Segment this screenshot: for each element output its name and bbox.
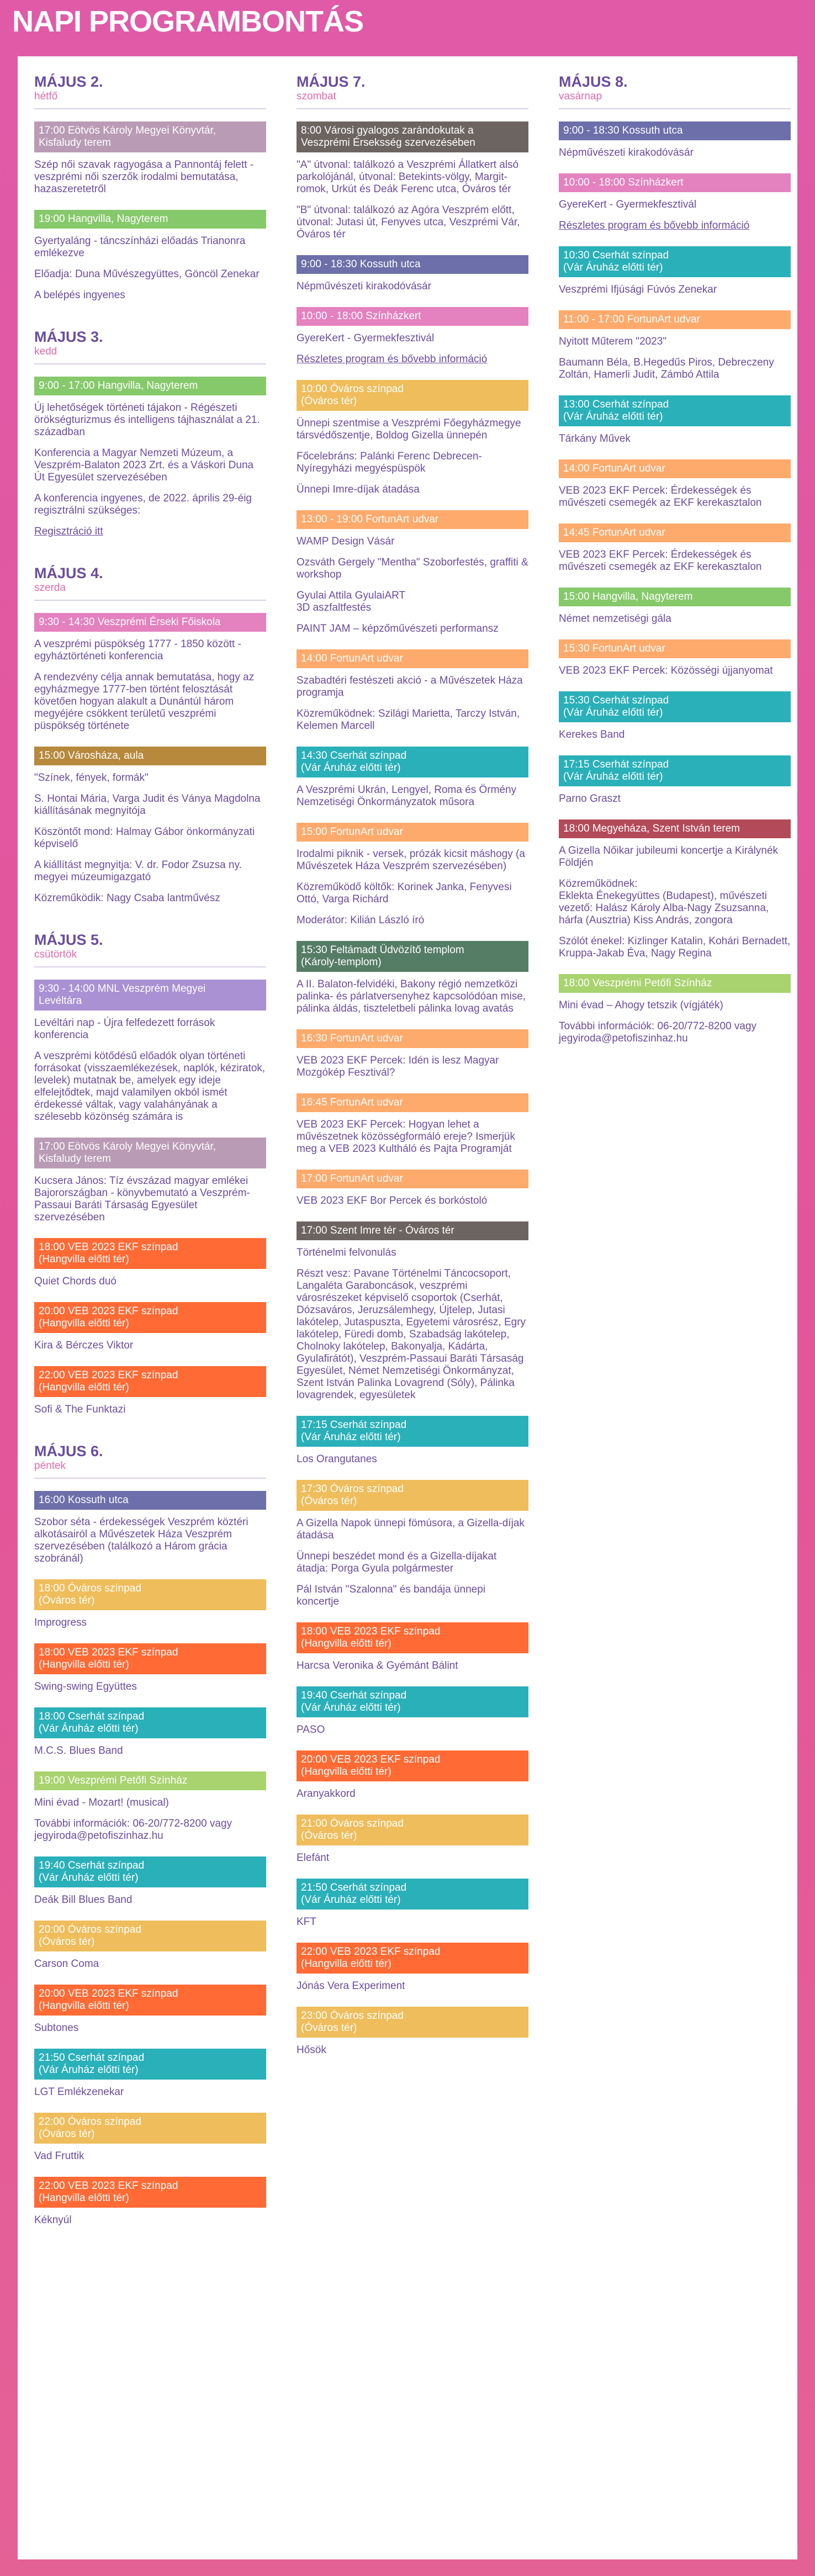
event-item bbox=[34, 1707, 266, 1757]
event-description: Közreműködő költők: Korinek Janka, Fenyvesi Ottó, Varga Richárd bbox=[297, 881, 512, 905]
event-time-venue: 18:00 Cserhát színpad (Vár Áruház előtti tér) bbox=[34, 1707, 266, 1738]
event-description: Ünnepi szentmise a Veszprémi Főegyházmegye társvédőszentje, Boldog Gizella ünnepén bbox=[297, 417, 521, 441]
event-item bbox=[559, 974, 791, 1045]
event-description: Irodalmi piknik - versek, prózák kicsit máshogy (a Művészetek Háza Veszprém szervezésében) bbox=[297, 848, 525, 872]
event-description: Aranyakkord bbox=[297, 1788, 356, 1800]
event-item bbox=[34, 1771, 266, 1842]
event-time-venue: 14:45 FortunArt udvar bbox=[559, 523, 791, 542]
event-time-venue: 15:30 Feltámadt Üdvözítő templom (Károly-templom) bbox=[297, 941, 528, 972]
event-description: A veszprémi kötődésű előadók olyan történeti forrásokat (visszaemlékezések, naplók, kéziratok, levelek) mutatnak be, amelyek egy ideje elfelejtődtek, majd valamilyen okból ismét érdekessé váltak, vagy valahányának a szélesebb közönség számára is bbox=[34, 1050, 266, 1123]
event-time-venue: 17:30 Óváros színpad (Óváros tér) bbox=[297, 1480, 528, 1511]
event-description: S. Hontai Mária, Varga Judit és Ványa Magdolna kiállításának megnyitója bbox=[34, 793, 261, 817]
day-weekday: szombat bbox=[297, 91, 336, 102]
event-description: Szólót énekel: Kizlinger Katalin, Kohári Bernadett, Kruppa-Jakab Éva, Nagy Regina bbox=[559, 935, 791, 959]
event-time-venue: 18:00 VEB 2023 EKF színpad (Hangvilla előtti tér) bbox=[34, 1238, 266, 1269]
event-description: Történelmi felvonulás bbox=[297, 1247, 396, 1258]
event-item bbox=[297, 1480, 528, 1608]
event-time-venue: 17:00 Eötvös Károly Megyei Könyvtár, Kisfaludy terem bbox=[34, 121, 266, 152]
event-item bbox=[34, 1921, 266, 1970]
event-time-venue: 17:00 Szent Imre tér - Óváros tér bbox=[297, 1221, 528, 1240]
event-time-venue: 22:00 VEB 2023 EKF színpad (Hangvilla előtti tér) bbox=[34, 1366, 266, 1397]
event-info-link[interactable]: Részletes program és bővebb információ bbox=[559, 220, 750, 231]
event-item bbox=[34, 2177, 266, 2226]
event-time-venue: 13:00 - 19:00 FortunArt udvar bbox=[297, 510, 528, 529]
event-description: Hősök bbox=[297, 2044, 326, 2056]
event-description: Ozsváth Gergely "Mentha" Szoborfestés, graffiti & workshop bbox=[297, 557, 528, 580]
event-description: VEB 2023 EKF Bor Percek és borkóstoló bbox=[297, 1195, 488, 1207]
event-item bbox=[297, 1221, 528, 1401]
event-item bbox=[34, 1366, 266, 1416]
event-description: Konferencia a Magyar Nemzeti Múzeum, a Veszprém-Balaton 2023 Zrt. és a Váskori Duna Út Egyesület szervezésében bbox=[34, 447, 254, 483]
event-item bbox=[34, 210, 266, 301]
event-description: A rendezvény célja annak bemutatása, hogy az egyházmegye 1777-ben történt felosztását követően hogyan alakult a Dunántúl három megyéjére csökkent területű veszprémi püspökség története bbox=[34, 671, 255, 732]
event-time-venue: 17:00 Eötvös Károly Megyei Könyvtár, Kisfaludy terem bbox=[34, 1138, 266, 1168]
day-divider bbox=[34, 1478, 266, 1479]
event-description: A Gizella Nőikar jubileumi koncertje a Királynék Földjén bbox=[559, 845, 779, 869]
event-description: Moderátor: Kilián László író bbox=[297, 914, 425, 926]
day-weekday: hétfő bbox=[34, 91, 58, 102]
event-time-venue: 15:30 FortunArt udvar bbox=[559, 639, 791, 658]
event-description: További információk: 06-20/772-8200 vagy jegyiroda@petofiszinhaz.hu bbox=[34, 1818, 232, 1842]
event-description: Parno Graszt bbox=[559, 793, 621, 805]
day-title: MÁJUS 2. bbox=[34, 73, 103, 90]
event-item bbox=[297, 1622, 528, 1672]
event-description: Vad Fruttik bbox=[34, 2150, 84, 2162]
event-item bbox=[559, 819, 791, 960]
day-divider bbox=[297, 108, 528, 109]
event-time-venue: 14:30 Cserhát színpad (Vár Áruház előtti tér) bbox=[297, 747, 528, 777]
event-description: A veszprémi püspökség 1777 - 1850 között - egyháztörténeti konferencia bbox=[34, 638, 241, 662]
event-time-venue: 9:00 - 18:30 Kossuth utca bbox=[297, 255, 528, 274]
event-time-venue: 17:15 Cserhát színpad (Vár Áruház előtti tér) bbox=[297, 1416, 528, 1447]
event-info-link[interactable]: Részletes program és bővebb információ bbox=[297, 353, 488, 365]
event-time-venue: 10:00 - 18:00 Színházkert bbox=[297, 307, 528, 326]
event-time-venue: 18:00 Megyeháza, Szent István terem bbox=[559, 819, 791, 838]
event-item bbox=[559, 121, 791, 159]
event-item bbox=[297, 2007, 528, 2056]
event-item bbox=[34, 1238, 266, 1288]
event-time-venue: 17:00 FortunArt udvar bbox=[297, 1170, 528, 1188]
event-description: "A" útvonal: találkozó a Veszprémi Állatkert alsó parkolójánál, útvonal: Betekints-völgy, Margit-romok, Urkút és Deák Ferenc utca, Óváros tér bbox=[297, 159, 519, 195]
event-time-venue: 21:50 Cserhát színpad (Vár Áruház előtti tér) bbox=[34, 2049, 266, 2080]
event-item bbox=[559, 523, 791, 573]
day-title: MÁJUS 3. bbox=[34, 329, 103, 345]
event-item bbox=[297, 1879, 528, 1928]
event-description: Közreműködik: Nagy Csaba lantművész bbox=[34, 892, 220, 904]
event-description: A kiállítást megnyitja: V. dr. Fodor Zsuzsa ny. megyei múzeumigazgató bbox=[34, 859, 242, 883]
event-description: Szép női szavak ragyogása a Pannontáj felett - veszprémi női szerzők irodalmi bemutatása, hazaszeretetről bbox=[34, 159, 254, 195]
event-time-venue: 9:00 - 18:30 Kossuth utca bbox=[559, 121, 791, 140]
event-description: Új lehetőségek történeti tájakon - Régészeti örökségturizmus és intelligens tájhasználat a 21. században bbox=[34, 402, 260, 438]
event-item bbox=[559, 755, 791, 805]
day-section bbox=[34, 328, 266, 538]
event-description: Gyulai Attila GyulaiART 3D aszfaltfestés bbox=[297, 590, 406, 613]
event-description: "B" útvonal: találkozó az Agóra Veszprém előtt, útvonal: Jutasi út, Fenyves utca, Veszprémi Vár, Óváros tér bbox=[297, 204, 520, 240]
event-description: A belépés ingyenes bbox=[34, 289, 125, 301]
event-description: Szobor séta - érdekességek Veszprém köztéri alkotásairól a Művészetek Háza Veszprém szervezésében (találkozó a Három grácia szobránál) bbox=[34, 1516, 248, 1564]
event-time-venue: 21:50 Cserhát színpad (Vár Áruház előtti tér) bbox=[297, 1879, 528, 1909]
event-description: Mini évad - Mozart! (musical) bbox=[34, 1797, 169, 1808]
event-time-venue: 16:00 Kossuth utca bbox=[34, 1491, 266, 1510]
event-item bbox=[297, 255, 528, 293]
program-column bbox=[559, 73, 791, 1071]
event-item bbox=[34, 747, 266, 904]
event-item bbox=[297, 121, 528, 241]
day-weekday: kedd bbox=[34, 346, 57, 357]
event-item bbox=[34, 1579, 266, 1629]
event-description: Főcelebráns: Palánki Ferenc Debrecen-Nyíregyházi megyéspüspök bbox=[297, 451, 482, 474]
event-time-venue: 8:00 Városi gyalogos zarándokutak a Veszprémi Érseksség szervezésében bbox=[297, 121, 528, 152]
event-item bbox=[559, 639, 791, 677]
event-description: PASO bbox=[297, 1724, 325, 1736]
event-time-venue: 9:30 - 14:30 Veszprémi Érseki Főiskola bbox=[34, 613, 266, 632]
day-section bbox=[34, 73, 266, 301]
event-description: Kucsera János: Tíz évszázad magyar emlékei Bajorországban - könyvbemutató a Veszprém-Passaui Baráti Társaság Egyesület szervezésében bbox=[34, 1175, 250, 1223]
event-description: WAMP Design Vásár bbox=[297, 536, 395, 547]
event-info-link[interactable]: Regisztráció itt bbox=[34, 526, 103, 537]
event-item bbox=[34, 1302, 266, 1352]
event-item bbox=[297, 1815, 528, 1864]
event-description: A Gizella Napok ünnepi fömúsora, a Gizella-díjak átadása bbox=[297, 1517, 525, 1541]
event-time-venue: 10:30 Cserhát színpad (Vár Áruház előtti tér) bbox=[559, 246, 791, 277]
event-description: Swing-swing Együttes bbox=[34, 1681, 137, 1692]
event-description: Pál István "Szalonna" és bandája ünnepi koncertje bbox=[297, 1584, 486, 1607]
event-time-venue: 21:00 Óváros színpad (Óváros tér) bbox=[297, 1815, 528, 1845]
day-divider bbox=[34, 363, 266, 364]
event-description: VEB 2023 EKF Percek: Érdekességek és művészeti csemegék az EKF kerekasztalon bbox=[559, 549, 762, 573]
event-time-venue: 20:00 VEB 2023 EKF színpad (Hangvilla előtti tér) bbox=[34, 1985, 266, 2016]
event-description: Közreműködnek: Eklekta Énekegyüttes (Budapest), művészeti vezető: Halász Károly Alba-Nagy Zsuzsanna, hárfa (Ausztria) Kiss András, zongora bbox=[559, 878, 769, 926]
event-item bbox=[559, 310, 791, 381]
event-time-venue: 15:00 Hangvilla, Nagyterem bbox=[559, 588, 791, 606]
day-weekday: péntek bbox=[34, 1460, 66, 1472]
event-description: Quiet Chords duó bbox=[34, 1276, 117, 1287]
event-description: GyereKert - Gyermekfesztivál bbox=[297, 332, 435, 344]
day-section bbox=[559, 73, 791, 1045]
event-item bbox=[34, 2049, 266, 2098]
event-description: Jónás Vera Experiment bbox=[297, 1980, 405, 1992]
day-weekday: vasárnap bbox=[559, 91, 602, 102]
event-time-venue: 22:00 VEB 2023 EKF színpad (Hangvilla előtti tér) bbox=[34, 2177, 266, 2208]
event-time-venue: 22:00 Óváros színpad (Óváros tér) bbox=[34, 2113, 266, 2144]
event-description: Szabadtéri festészeti akció - a Művészetek Háza programja bbox=[297, 675, 523, 699]
event-item bbox=[559, 691, 791, 741]
event-time-venue: 18:00 Óváros színpad (Óváros tér) bbox=[34, 1579, 266, 1610]
day-divider bbox=[34, 600, 266, 601]
event-time-venue: 15:30 Cserhát színpad (Vár Áruház előtti tér) bbox=[559, 691, 791, 722]
event-description: VEB 2023 EKF Percek: Érdekességek és művészeti csemegék az EKF kerekasztalon bbox=[559, 485, 762, 509]
event-description: Gyertyaláng - táncszínházi előadás Trianonra emlékezve bbox=[34, 235, 246, 259]
event-item bbox=[297, 1416, 528, 1466]
event-item bbox=[297, 1093, 528, 1155]
event-description: VEB 2023 EKF Percek: Hogyan lehet a művészetnek közösségformáló ereje? Ismerjük meg a VEB 2023 Kultháló és Pajta Programját bbox=[297, 1119, 516, 1155]
event-time-venue: 17:15 Cserhát színpad (Vár Áruház előtti tér) bbox=[559, 755, 791, 786]
event-description: KFT bbox=[297, 1916, 316, 1928]
event-item bbox=[34, 1643, 266, 1693]
day-section bbox=[34, 564, 266, 904]
event-time-venue: 22:00 VEB 2023 EKF színpad (Hangvilla előtti tér) bbox=[297, 1943, 528, 1974]
event-item bbox=[34, 613, 266, 732]
program-column bbox=[34, 73, 266, 2253]
event-time-venue: 20:00 VEB 2023 EKF színpad (Hangvilla előtti tér) bbox=[297, 1750, 528, 1781]
event-item bbox=[34, 1985, 266, 2034]
event-item bbox=[297, 1170, 528, 1207]
day-divider bbox=[559, 108, 791, 109]
event-time-venue: 10:00 - 18:00 Színházkert bbox=[559, 173, 791, 192]
event-time-venue: 16:30 FortunArt udvar bbox=[297, 1029, 528, 1048]
event-item bbox=[34, 1491, 266, 1565]
event-item bbox=[559, 395, 791, 445]
event-time-venue: 19:00 Veszprémi Petőfi Színház bbox=[34, 1771, 266, 1790]
day-divider bbox=[34, 966, 266, 967]
event-description: Levéltári nap - Újra felfedezett források konferencia bbox=[34, 1017, 215, 1041]
event-time-venue: 10:00 Óváros színpad (Óváros tér) bbox=[297, 380, 528, 411]
event-description: Sofi & The Funktazi bbox=[34, 1404, 126, 1415]
event-description: Részt vesz: Pavane Történelmi Táncocsoport, Langaléta Garaboncások, veszprémi városrészeket képviselő csoportok (Cserhát, Dózsaváros, Jeruzsálemhegy, Újtelep, Jutasi lakótelep, Jutaspuszta, Egyetemi városrész, Egry lakótelep, Füredi domb, Szabadság lakótelep, Cholnoky lakótelep, Bakonyalja, Kádárta, Gyulafirátót), Veszprém-Passaui Baráti Társaság Egyesület, Német Nemzetiségi Önkormányzat, Szent István Palinka Lovagrend (Sóly), Pálinka lovagrendek, egyesületek bbox=[297, 1268, 526, 1401]
event-item bbox=[297, 747, 528, 808]
event-item bbox=[559, 173, 791, 232]
event-description: Los Orangutanes bbox=[297, 1453, 377, 1465]
event-description: Harcsa Veronika & Gyémánt Bálint bbox=[297, 1660, 458, 1672]
event-description: Mini évad – Ahogy tetszik (vígjáték) bbox=[559, 999, 723, 1011]
day-divider bbox=[34, 108, 266, 109]
event-description: Kéknyúl bbox=[34, 2214, 72, 2226]
event-time-venue: 14:00 FortunArt udvar bbox=[559, 459, 791, 478]
event-description: Kira & Bérczes Viktor bbox=[34, 1340, 134, 1351]
event-description: Német nemzetiségi gála bbox=[559, 613, 671, 625]
event-time-venue: 23:00 Óváros színpad (Óváros tér) bbox=[297, 2007, 528, 2038]
event-item bbox=[297, 1686, 528, 1736]
event-description: További információk: 06-20/772-8200 vagy jegyiroda@petofiszinhaz.hu bbox=[559, 1020, 757, 1044]
event-description: PAINT JAM – képzőművészeti performansz bbox=[297, 623, 499, 634]
event-item bbox=[297, 649, 528, 732]
event-time-venue: 18:00 Veszprémi Petőfi Színház bbox=[559, 974, 791, 993]
event-description: Tárkány Művek bbox=[559, 433, 631, 445]
event-description: Baumann Béla, B.Hegedűs Piros, Debreczeny Zoltán, Hamerli Judit, Zámbó Attila bbox=[559, 357, 774, 380]
event-description: LGT Emlékzenekar bbox=[34, 2086, 124, 2098]
event-item bbox=[559, 459, 791, 509]
event-description: Előadja: Duna Művészegyüttes, Göncöl Zenekar bbox=[34, 268, 260, 280]
day-title: MÁJUS 7. bbox=[297, 73, 366, 90]
event-description: Deák Bill Blues Band bbox=[34, 1894, 133, 1906]
event-description: Carson Coma bbox=[34, 1958, 99, 1970]
event-description: Köszöntőt mond: Halmay Gábor önkormányzati képviselő bbox=[34, 826, 255, 850]
event-item bbox=[559, 588, 791, 625]
event-item bbox=[297, 1943, 528, 1992]
event-time-venue: 20:00 VEB 2023 EKF színpad (Hangvilla előtti tér) bbox=[34, 1302, 266, 1333]
event-description: Elefánt bbox=[297, 1852, 330, 1864]
event-description: Nyitott Műterem "2023" bbox=[559, 336, 667, 347]
event-time-venue: 9:30 - 14:00 MNL Veszprém Megyei Levéltára bbox=[34, 980, 266, 1011]
event-time-venue: 15:00 Városháza, aula bbox=[34, 747, 266, 765]
event-description: Subtones bbox=[34, 2022, 79, 2034]
day-title: MÁJUS 6. bbox=[34, 1443, 103, 1459]
event-item bbox=[34, 1856, 266, 1906]
event-description: Improgress bbox=[34, 1617, 87, 1628]
event-item bbox=[297, 1750, 528, 1800]
event-description: Ünnepi beszédet mond és a Gizella-díjakat átadja: Porga Gyula polgármester bbox=[297, 1551, 497, 1574]
day-section bbox=[34, 931, 266, 1416]
event-item bbox=[34, 2113, 266, 2162]
day-title: MÁJUS 5. bbox=[34, 932, 103, 948]
event-time-venue: 11:00 - 17:00 FortunArt udvar bbox=[559, 310, 791, 329]
event-description: GyereKert - Gyermekfesztivál bbox=[559, 199, 697, 210]
event-item bbox=[297, 1029, 528, 1079]
program-column bbox=[297, 73, 528, 2083]
event-item bbox=[297, 307, 528, 366]
event-time-venue: 18:00 VEB 2023 EKF színpad (Hangvilla előtti tér) bbox=[34, 1643, 266, 1674]
event-description: A Veszprémi Ukrán, Lengyel, Roma és Örmény Nemzetiségi Önkormányzatok műsora bbox=[297, 784, 517, 808]
event-time-venue: 9:00 - 17:00 Hangvilla, Nagyterem bbox=[34, 377, 266, 395]
program-panel bbox=[18, 56, 797, 2559]
event-description: A konferencia ingyenes, de 2022. április 29-éig regisztrálni szükséges: bbox=[34, 493, 252, 516]
event-time-venue: 18:00 VEB 2023 EKF színpad (Hangvilla előtti tér) bbox=[297, 1622, 528, 1653]
event-description: Népművészeti kirakodóvásár bbox=[297, 281, 431, 292]
event-description: A II. Balaton-felvidéki, Bakony régió nemzetközi palinka- és párlatversenyhez kapcsolódóan mise, pálinka áldás, tiszteletbeli pálinka lovag avatás bbox=[297, 978, 526, 1014]
event-time-venue: 16:45 FortunArt udvar bbox=[297, 1093, 528, 1112]
event-time-venue: 19:40 Cserhát színpad (Vár Áruház előtti tér) bbox=[297, 1686, 528, 1717]
event-item bbox=[34, 121, 266, 195]
event-description: Veszprémi Ifjúsági Fúvós Zenekar bbox=[559, 284, 717, 295]
event-description: Ünnepi Imre-díjak átadása bbox=[297, 484, 420, 495]
event-description: Népművészeti kirakodóvásár bbox=[559, 147, 694, 158]
event-description: "Színek, fények, formák" bbox=[34, 772, 149, 784]
day-weekday: csütörtök bbox=[34, 949, 77, 960]
event-item bbox=[34, 1138, 266, 1224]
event-time-venue: 20:00 Óváros színpad (Óváros tér) bbox=[34, 1921, 266, 1951]
event-time-venue: 19:40 Cserhát színpad (Vár Áruház előtti tér) bbox=[34, 1856, 266, 1887]
event-item bbox=[297, 380, 528, 496]
event-time-venue: 15:00 FortunArt udvar bbox=[297, 823, 528, 842]
event-item bbox=[297, 510, 528, 635]
page-title: NAPI PROGRAMBONTÁS bbox=[12, 5, 364, 38]
event-item bbox=[297, 823, 528, 927]
event-description: VEB 2023 EKF Percek: Idén is lesz Magyar Mozgókép Fesztivál? bbox=[297, 1055, 499, 1078]
day-section bbox=[297, 73, 528, 2056]
event-description: Kerekes Band bbox=[559, 729, 625, 740]
event-time-venue: 13:00 Cserhát színpad (Vár Áruház előtti tér) bbox=[559, 395, 791, 426]
day-title: MÁJUS 4. bbox=[34, 565, 103, 581]
day-weekday: szerda bbox=[34, 582, 66, 594]
event-description: VEB 2023 EKF Percek: Közösségi újjanyomat bbox=[559, 665, 773, 676]
day-section bbox=[34, 1442, 266, 2226]
event-time-venue: 14:00 FortunArt udvar bbox=[297, 649, 528, 668]
event-item bbox=[559, 246, 791, 296]
day-title: MÁJUS 8. bbox=[559, 73, 628, 90]
event-item bbox=[297, 941, 528, 1015]
event-item bbox=[34, 377, 266, 538]
event-time-venue: 19:00 Hangvilla, Nagyterem bbox=[34, 210, 266, 229]
event-description: Közreműködnek: Szilági Marietta, Tarczy István, Kelemen Marcell bbox=[297, 708, 520, 732]
event-description: M.C.S. Blues Band bbox=[34, 1745, 123, 1757]
event-item bbox=[34, 980, 266, 1123]
